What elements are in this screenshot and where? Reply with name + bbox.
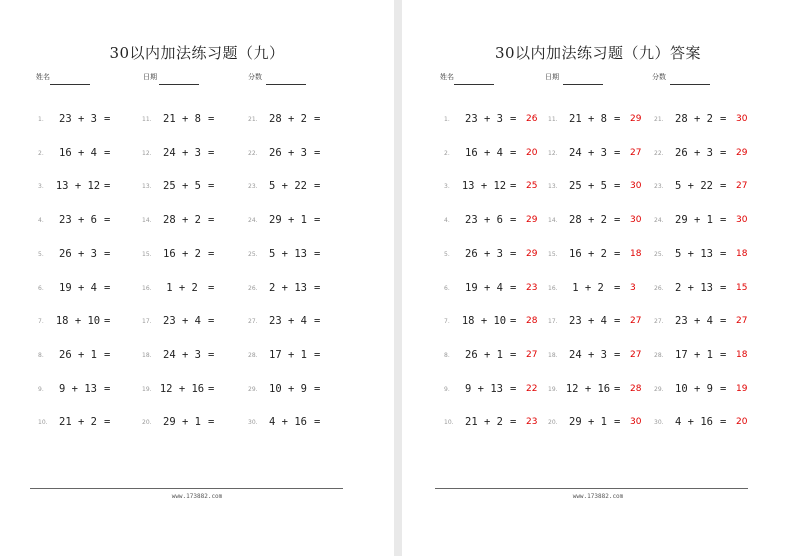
equals-sign: =: [314, 180, 321, 193]
problem-item: [654, 312, 754, 332]
problem-number: 18.: [548, 351, 558, 359]
problem-item: [654, 413, 754, 433]
problem-item: [444, 279, 544, 299]
answer-value: 22: [526, 383, 538, 394]
problem-number: 5.: [444, 250, 450, 258]
problem-item: [444, 110, 544, 130]
equals-sign: =: [510, 113, 517, 125]
equals-sign: =: [208, 214, 215, 227]
equals-sign: =: [720, 315, 727, 328]
problem-item: [444, 211, 544, 231]
problem-expression: 12 + 16: [565, 382, 611, 395]
problem-number: 20.: [142, 419, 152, 427]
equals-sign: =: [208, 146, 215, 159]
problem-number: 16.: [548, 284, 558, 292]
equals-sign: =: [314, 113, 321, 125]
answer-value: 27: [526, 349, 538, 360]
problem-expression: 26 + 1: [59, 348, 97, 361]
problem-item: [654, 380, 754, 400]
equals-sign: =: [720, 382, 727, 395]
equals-sign: =: [510, 180, 517, 193]
problem-expression: 24 + 3: [569, 146, 607, 159]
problem-number: 23.: [248, 183, 258, 191]
problem-item: [548, 110, 648, 130]
equals-sign: =: [614, 113, 621, 125]
problem-item: [444, 312, 544, 332]
problem-number: 29.: [248, 385, 258, 393]
answer-value: 30: [630, 215, 642, 226]
equals-sign: =: [720, 281, 727, 294]
equals-sign: =: [720, 146, 727, 159]
answer-value: 29: [736, 147, 748, 158]
date-label: 日期: [143, 73, 157, 81]
problem-expression: 28 + 2: [675, 113, 713, 125]
problem-item: [444, 346, 544, 366]
footer-url: www.173882.com: [572, 493, 624, 500]
footer-rule: [30, 488, 343, 489]
problem-number: 23.: [654, 183, 664, 191]
problem-expression: 18 + 10: [461, 315, 507, 328]
problem-expression: 24 + 3: [569, 348, 607, 361]
problem-item: [248, 346, 348, 366]
problem-number: 19.: [548, 385, 558, 393]
problem-item: [248, 413, 348, 433]
equals-sign: =: [208, 113, 215, 125]
problem-expression: 29 + 1: [269, 214, 307, 227]
answer-value: 28: [526, 316, 538, 327]
answer-value: 30: [736, 215, 748, 226]
equals-sign: =: [314, 315, 321, 328]
equals-sign: =: [208, 281, 215, 294]
equals-sign: =: [614, 146, 621, 159]
problem-item: [142, 144, 242, 164]
equals-sign: =: [510, 348, 517, 361]
problem-item: [38, 413, 138, 433]
problem-expression: 23 + 4: [269, 315, 307, 328]
answer-value: 20: [526, 147, 538, 158]
problem-item: [38, 245, 138, 265]
problem-expression: 25 + 5: [569, 180, 607, 193]
equals-sign: =: [104, 113, 111, 125]
equals-sign: =: [314, 214, 321, 227]
problem-number: 19.: [142, 385, 152, 393]
equals-sign: =: [208, 382, 215, 395]
problem-item: [444, 380, 544, 400]
problem-number: 4.: [444, 217, 450, 225]
problem-expression: 19 + 4: [465, 281, 503, 294]
problem-item: [548, 380, 648, 400]
problem-item: [248, 144, 348, 164]
equals-sign: =: [614, 348, 621, 361]
problem-number: 9.: [38, 385, 44, 393]
equals-sign: =: [314, 281, 321, 294]
problem-item: [654, 279, 754, 299]
problem-number: 2.: [38, 149, 44, 157]
worksheet-title: 30以内加法练习题（九）: [109, 44, 285, 62]
problem-item: [142, 380, 242, 400]
equals-sign: =: [104, 247, 111, 260]
problem-item: [142, 177, 242, 197]
score-field: [248, 72, 310, 88]
problem-expression: 2 + 13: [675, 281, 713, 294]
problem-item: [548, 177, 648, 197]
problem-number: 30.: [248, 419, 258, 427]
problem-number: 14.: [548, 217, 558, 225]
problem-expression: 26 + 3: [59, 247, 97, 260]
problem-expression: 16 + 4: [465, 146, 503, 159]
problem-number: 11.: [142, 116, 152, 123]
answer-value: 23: [526, 417, 538, 428]
problem-expression: 24 + 3: [163, 146, 201, 159]
problem-expression: 21 + 2: [465, 416, 503, 429]
problem-number: 3.: [38, 183, 44, 191]
problem-expression: 10 + 9: [675, 382, 713, 395]
problem-number: 7.: [444, 318, 450, 326]
problem-expression: 19 + 4: [59, 281, 97, 294]
problem-item: [444, 144, 544, 164]
problem-item: [444, 413, 544, 433]
equals-sign: =: [614, 281, 621, 294]
problem-item: [248, 380, 348, 400]
problem-item: [654, 211, 754, 231]
problem-item: [248, 110, 348, 130]
problem-number: 24.: [654, 217, 664, 225]
problem-expression: 16 + 2: [569, 247, 607, 260]
problem-item: [248, 211, 348, 231]
problem-number: 17.: [142, 318, 152, 326]
problem-item: [654, 245, 754, 265]
problem-item: [444, 177, 544, 197]
equals-sign: =: [104, 315, 111, 328]
problem-expression: 23 + 3: [59, 113, 97, 125]
problem-number: 9.: [444, 385, 450, 393]
problem-expression: 12 + 16: [159, 382, 205, 395]
answer-value: 18: [736, 349, 748, 360]
problem-item: [142, 346, 242, 366]
date-label: 日期: [545, 73, 559, 81]
problem-expression: 28 + 2: [269, 113, 307, 125]
answer-value: 19: [736, 383, 748, 394]
equals-sign: =: [720, 247, 727, 260]
equals-sign: =: [314, 348, 321, 361]
equals-sign: =: [208, 247, 215, 260]
equals-sign: =: [104, 281, 111, 294]
equals-sign: =: [510, 416, 517, 429]
equals-sign: =: [104, 180, 111, 193]
problem-expression: 21 + 2: [59, 416, 97, 429]
problem-number: 25.: [654, 250, 664, 258]
problem-expression: 16 + 4: [59, 146, 97, 159]
answer-value: 27: [630, 349, 642, 360]
equals-sign: =: [510, 382, 517, 395]
answer-value: 3: [630, 282, 636, 293]
problem-expression: 16 + 2: [163, 247, 201, 260]
problem-item: [248, 177, 348, 197]
problem-item: [548, 211, 648, 231]
equals-sign: =: [510, 214, 517, 227]
answer-value: 26: [526, 114, 538, 124]
problem-item: [548, 279, 648, 299]
problem-item: [38, 380, 138, 400]
equals-sign: =: [720, 348, 727, 361]
problem-number: 25.: [248, 250, 258, 258]
problem-expression: 1 + 2: [166, 281, 198, 294]
name-field: [440, 72, 500, 88]
answer-title: 30以内加法练习题（九）答案: [494, 44, 702, 62]
problem-number: 26.: [654, 284, 664, 292]
problem-expression: 29 + 1: [163, 416, 201, 429]
answer-value: 30: [630, 181, 642, 192]
answer-value: 18: [736, 248, 748, 259]
problem-number: 20.: [548, 419, 558, 427]
answer-value: 29: [526, 248, 538, 259]
problem-number: 14.: [142, 217, 152, 225]
problem-number: 16.: [142, 284, 152, 292]
problem-number: 8.: [444, 351, 450, 359]
equals-sign: =: [720, 113, 727, 125]
problem-item: [38, 279, 138, 299]
problem-expression: 2 + 13: [269, 281, 307, 294]
problem-expression: 29 + 1: [675, 214, 713, 227]
problem-number: 13.: [142, 183, 152, 191]
equals-sign: =: [104, 348, 111, 361]
answer-value: 30: [736, 114, 748, 124]
equals-sign: =: [314, 382, 321, 395]
footer-url: www.173882.com: [171, 493, 223, 500]
problem-item: [38, 346, 138, 366]
equals-sign: =: [314, 416, 321, 429]
name-label: 姓名: [36, 73, 50, 81]
problem-item: [654, 144, 754, 164]
problem-expression: 21 + 8: [569, 113, 607, 125]
answer-value: 28: [630, 383, 642, 394]
answer-value: 20: [736, 417, 748, 428]
problem-expression: 28 + 2: [163, 214, 201, 227]
equals-sign: =: [614, 180, 621, 193]
problem-item: [142, 211, 242, 231]
problem-expression: 21 + 8: [163, 113, 201, 125]
problem-number: 30.: [654, 419, 664, 427]
score-field: [652, 72, 714, 88]
problem-expression: 29 + 1: [569, 416, 607, 429]
equals-sign: =: [614, 382, 621, 395]
problem-expression: 23 + 4: [569, 315, 607, 328]
answer-value: 27: [736, 316, 748, 327]
answer-page: [402, 0, 794, 556]
equals-sign: =: [104, 214, 111, 227]
date-blank: [159, 84, 199, 85]
problem-number: 12.: [142, 149, 152, 157]
answer-value: 27: [630, 316, 642, 327]
problem-item: [548, 312, 648, 332]
problem-expression: 18 + 10: [55, 315, 101, 328]
score-label: 分数: [248, 73, 262, 81]
problem-item: [142, 413, 242, 433]
worksheet-page: [0, 0, 394, 556]
problem-number: 24.: [248, 217, 258, 225]
problem-number: 12.: [548, 149, 558, 157]
problem-expression: 17 + 1: [269, 348, 307, 361]
problem-number: 29.: [654, 385, 664, 393]
problem-item: [38, 144, 138, 164]
problem-number: 15.: [548, 250, 558, 258]
equals-sign: =: [208, 348, 215, 361]
equals-sign: =: [510, 247, 517, 260]
problem-expression: 10 + 9: [269, 382, 307, 395]
equals-sign: =: [614, 214, 621, 227]
problem-item: [654, 110, 754, 130]
equals-sign: =: [314, 146, 321, 159]
problem-expression: 4 + 16: [675, 416, 713, 429]
problem-expression: 25 + 5: [163, 180, 201, 193]
answer-value: 29: [526, 215, 538, 226]
problem-number: 21.: [654, 116, 664, 123]
problem-number: 1.: [38, 116, 44, 123]
equals-sign: =: [510, 281, 517, 294]
score-blank: [670, 84, 710, 85]
problem-number: 28.: [654, 351, 664, 359]
problem-number: 6.: [444, 284, 450, 292]
score-blank: [266, 84, 306, 85]
problem-number: 27.: [248, 318, 258, 326]
answer-value: 29: [630, 114, 642, 124]
footer-rule: [435, 488, 748, 489]
problem-number: 3.: [444, 183, 450, 191]
date-field: [545, 72, 605, 88]
equals-sign: =: [208, 315, 215, 328]
problem-item: [248, 245, 348, 265]
problem-expression: 13 + 12: [55, 180, 101, 193]
equals-sign: =: [104, 146, 111, 159]
problem-item: [654, 177, 754, 197]
date-blank: [563, 84, 603, 85]
problem-number: 4.: [38, 217, 44, 225]
equals-sign: =: [314, 247, 321, 260]
equals-sign: =: [104, 382, 111, 395]
problem-number: 1.: [444, 116, 450, 123]
problem-expression: 23 + 4: [163, 315, 201, 328]
problem-expression: 5 + 13: [675, 247, 713, 260]
equals-sign: =: [614, 315, 621, 328]
problem-expression: 26 + 3: [675, 146, 713, 159]
problem-number: 27.: [654, 318, 664, 326]
equals-sign: =: [614, 247, 621, 260]
score-label: 分数: [652, 73, 666, 81]
problem-number: 18.: [142, 351, 152, 359]
problem-item: [654, 346, 754, 366]
problem-number: 22.: [654, 149, 664, 157]
problem-number: 10.: [444, 419, 454, 427]
problem-item: [548, 144, 648, 164]
problem-number: 2.: [444, 149, 450, 157]
problem-number: 15.: [142, 250, 152, 258]
equals-sign: =: [720, 180, 727, 193]
problem-expression: 9 + 13: [465, 382, 503, 395]
name-blank: [50, 84, 90, 85]
problem-item: [444, 245, 544, 265]
answer-value: 27: [630, 147, 642, 158]
problem-expression: 23 + 6: [59, 214, 97, 227]
problem-item: [548, 346, 648, 366]
problem-expression: 26 + 3: [269, 146, 307, 159]
problem-item: [142, 110, 242, 130]
problem-item: [248, 279, 348, 299]
problem-number: 11.: [548, 116, 558, 123]
problem-expression: 17 + 1: [675, 348, 713, 361]
equals-sign: =: [208, 416, 215, 429]
problem-number: 7.: [38, 318, 44, 326]
equals-sign: =: [104, 416, 111, 429]
problem-item: [38, 110, 138, 130]
problem-expression: 23 + 3: [465, 113, 503, 125]
problem-expression: 13 + 12: [461, 180, 507, 193]
problem-expression: 28 + 2: [569, 214, 607, 227]
equals-sign: =: [510, 146, 517, 159]
problem-item: [38, 177, 138, 197]
problem-expression: 24 + 3: [163, 348, 201, 361]
answer-value: 15: [736, 282, 748, 293]
date-field: [143, 72, 203, 88]
problem-expression: 5 + 13: [269, 247, 307, 260]
problem-expression: 9 + 13: [59, 382, 97, 395]
problem-number: 10.: [38, 419, 48, 427]
answer-value: 18: [630, 248, 642, 259]
problem-number: 26.: [248, 284, 258, 292]
problem-number: 5.: [38, 250, 44, 258]
problem-item: [142, 245, 242, 265]
problem-item: [38, 312, 138, 332]
problem-item: [248, 312, 348, 332]
problem-expression: 23 + 4: [675, 315, 713, 328]
problem-expression: 23 + 6: [465, 214, 503, 227]
name-blank: [454, 84, 494, 85]
problem-number: 22.: [248, 149, 258, 157]
problem-expression: 5 + 22: [269, 180, 307, 193]
problem-item: [548, 245, 648, 265]
answer-value: 27: [736, 181, 748, 192]
problem-expression: 26 + 3: [465, 247, 503, 260]
equals-sign: =: [614, 416, 621, 429]
equals-sign: =: [208, 180, 215, 193]
problem-item: [142, 279, 242, 299]
answer-value: 30: [630, 417, 642, 428]
answer-value: 25: [526, 181, 538, 192]
answer-value: 23: [526, 282, 538, 293]
problem-number: 8.: [38, 351, 44, 359]
problem-item: [142, 312, 242, 332]
problem-item: [38, 211, 138, 231]
problem-expression: 5 + 22: [675, 180, 713, 193]
equals-sign: =: [510, 315, 517, 328]
name-field: [36, 72, 96, 88]
problem-expression: 1 + 2: [572, 281, 604, 294]
problem-number: 28.: [248, 351, 258, 359]
name-label: 姓名: [440, 73, 454, 81]
equals-sign: =: [720, 214, 727, 227]
equals-sign: =: [720, 416, 727, 429]
problem-number: 6.: [38, 284, 44, 292]
problem-number: 21.: [248, 116, 258, 123]
problem-expression: 26 + 1: [465, 348, 503, 361]
problem-number: 13.: [548, 183, 558, 191]
problem-item: [548, 413, 648, 433]
problem-number: 17.: [548, 318, 558, 326]
problem-expression: 4 + 16: [269, 416, 307, 429]
